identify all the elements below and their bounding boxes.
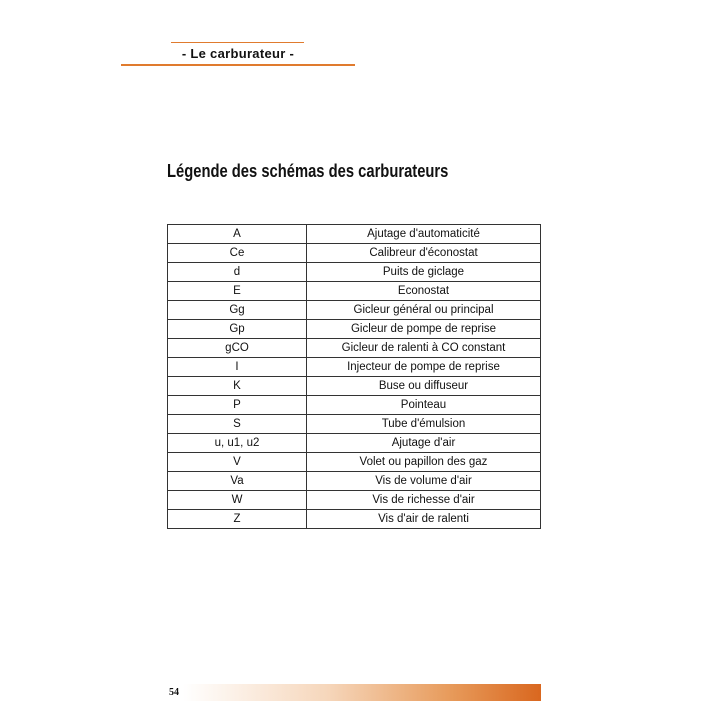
table-row [168, 263, 541, 282]
table-row [168, 339, 541, 358]
meaning-cell: Vis d'air de ralenti [307, 510, 541, 529]
symbol-cell: Gp [168, 320, 307, 339]
meaning-cell: Volet ou papillon des gaz [307, 453, 541, 472]
page-number: 54 [169, 687, 179, 698]
symbol-cell: V [168, 453, 307, 472]
symbol-cell: gCO [168, 339, 307, 358]
symbol-cell: P [168, 396, 307, 415]
meaning-cell: Injecteur de pompe de reprise [307, 358, 541, 377]
section-title: Légende des schémas des carburateurs [167, 161, 449, 181]
meaning-cell: Tube d'émulsion [307, 415, 541, 434]
symbol-cell: S [168, 415, 307, 434]
running-header: - Le carburateur - [181, 46, 295, 61]
legend-table-body [168, 225, 541, 529]
table-row [168, 301, 541, 320]
meaning-cell: Puits de giclage [307, 263, 541, 282]
table-row [168, 320, 541, 339]
meaning-cell: Econostat [307, 282, 541, 301]
table-row [168, 377, 541, 396]
meaning-cell: Gicleur de pompe de reprise [307, 320, 541, 339]
header-top-rule [171, 42, 304, 43]
meaning-cell: Buse ou diffuseur [307, 377, 541, 396]
symbol-cell: I [168, 358, 307, 377]
meaning-cell: Gicleur de ralenti à CO constant [307, 339, 541, 358]
meaning-cell: Vis de richesse d'air [307, 491, 541, 510]
table-row [168, 415, 541, 434]
table-row [168, 396, 541, 415]
table-row [168, 434, 541, 453]
symbol-cell: Gg [168, 301, 307, 320]
table-row [168, 282, 541, 301]
table-row [168, 510, 541, 529]
table-row [168, 358, 541, 377]
table-row [168, 453, 541, 472]
symbol-cell: E [168, 282, 307, 301]
meaning-cell: Pointeau [307, 396, 541, 415]
symbol-cell: A [168, 225, 307, 244]
header-bottom-rule [121, 64, 355, 66]
symbol-cell: u, u1, u2 [168, 434, 307, 453]
symbol-cell: W [168, 491, 307, 510]
meaning-cell: Ajutage d'air [307, 434, 541, 453]
symbol-cell: K [168, 377, 307, 396]
table-row [168, 225, 541, 244]
meaning-cell: Ajutage d'automaticité [307, 225, 541, 244]
meaning-cell: Calibreur d'éconostat [307, 244, 541, 263]
footer-gradient-bar [183, 684, 541, 701]
symbol-cell: Z [168, 510, 307, 529]
meaning-cell: Vis de volume d'air [307, 472, 541, 491]
table-row [168, 244, 541, 263]
table-row [168, 472, 541, 491]
meaning-cell: Gicleur général ou principal [307, 301, 541, 320]
symbol-cell: Va [168, 472, 307, 491]
table-row [168, 491, 541, 510]
legend-table [167, 224, 541, 529]
symbol-cell: d [168, 263, 307, 282]
symbol-cell: Ce [168, 244, 307, 263]
